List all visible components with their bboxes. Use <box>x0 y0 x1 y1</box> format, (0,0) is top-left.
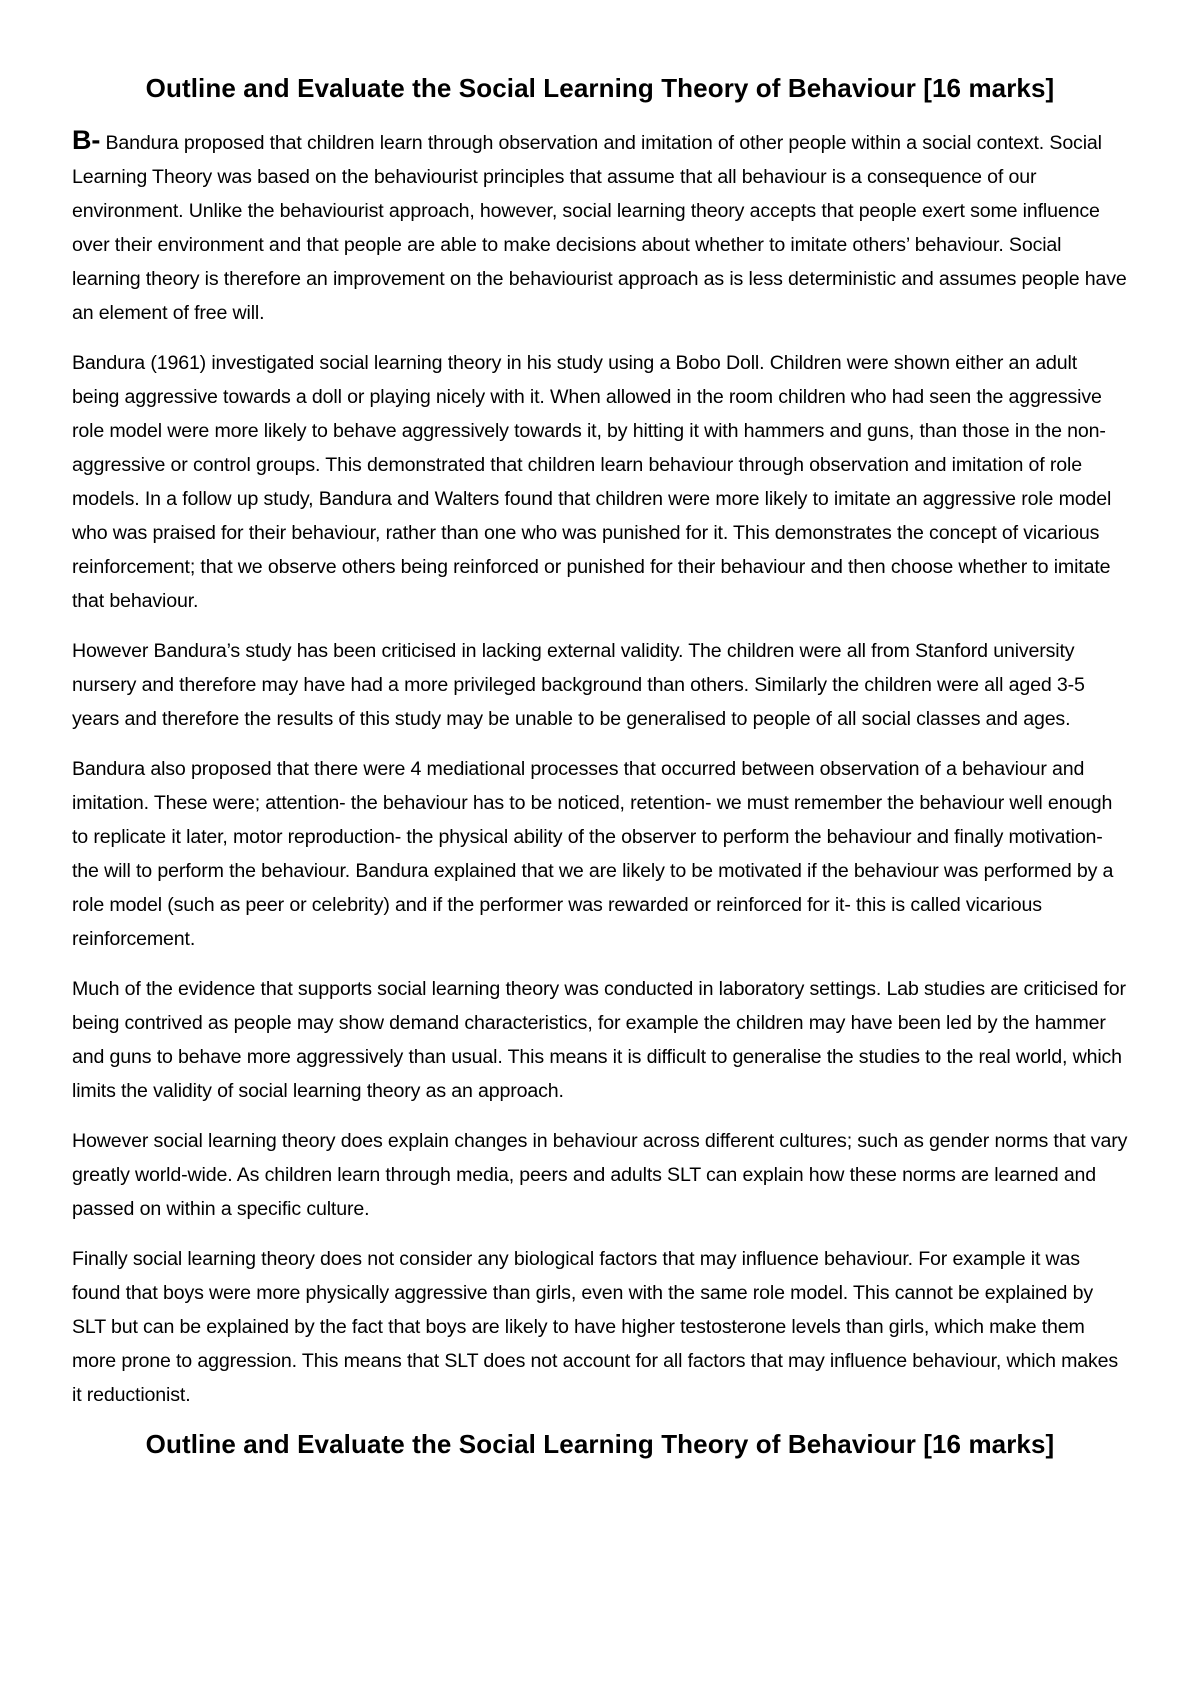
essay-paragraph-2: Bandura (1961) investigated social learning theory in his study using a Bobo Doll. Children were shown either an adult being aggressive towards a doll or playing nicely with it. When allowed in the room children who had seen the aggressive role model were more likely to behave aggressively towards it, by hitting it with hammers and guns, than those in the non-aggressive or control groups. This demonstrated that children learn behaviour through observation and imitation of role models. In a follow up study, Bandura and Walters found that children were more likely to imitate an aggressive role model who was praised for their behaviour, rather than one who was punished for it. This demonstrates the concept of vicarious reinforcement; that we observe others being reinforced or punished for their behaviour and then choose whether to imitate that behaviour. <box>72 351 1112 612</box>
paragraph-text: Bandura proposed that children learn through observation and imitation of other people within a social context. Social Learning Theory was based on the behaviourist principles that assume that all behaviour is a consequence of our environment. Unlike the behaviourist approach, however, social learning theory accepts that people exert some influence over their environment and that people are able to make decisions about whether to imitate others’ behaviour. Social learning theory is therefore an improvement on the behaviourist approach as is less deterministic and assumes people have an element of free will. <box>72 131 1127 324</box>
repeated-title: Outline and Evaluate the Social Learning Theory of Behaviour [16 marks] <box>145 1428 1055 1459</box>
essay-paragraph-6: However social learning theory does explain changes in behaviour across different cultures; such as gender norms that vary greatly world-wide. As children learn through media, peers and adults SLT can explain how these norms are learned and passed on within a specific culture. <box>72 1129 1128 1220</box>
page-title: Outline and Evaluate the Social Learning Theory of Behaviour [16 marks] <box>145 73 1055 103</box>
essay-paragraph-3: However Bandura’s study has been criticised in lacking external validity. The children were all from Stanford university nursery and therefore may have had a more privileged background than others. Similarly the children were all aged 3-5 years and therefore the results of this study may be unable to be generalised to people of all social classes and ages. <box>72 639 1085 730</box>
essay-paragraph-5: Much of the evidence that supports social learning theory was conducted in laboratory settings. Lab studies are criticised for being contrived as people may show demand characteristics, for example the children may have been led by the hammer and guns to behave more aggressively than usual. This means it is difficult to generalise the studies to the real world, which limits the validity of social learning theory as an approach. <box>72 977 1126 1102</box>
essay-paragraph-4: Bandura also proposed that there were 4 mediational processes that occurred between observation of a behaviour and imitation. These were; attention- the behaviour has to be noticed, retention- we must remember the behaviour well enough to replicate it later, motor reproduction- the physical ability of the observer to perform the behaviour and finally motivation- the will to perform the behaviour. Bandura explained that we are likely to be motivated if the behaviour was performed by a role model (such as peer or celebrity) and if the performer was rewarded or reinforced for it- this is called vicarious reinforcement. <box>72 757 1114 950</box>
essay-paragraph-1 <box>72 123 1128 330</box>
grade-mark: B- <box>72 124 101 155</box>
essay-paragraph-7: Finally social learning theory does not consider any biological factors that may influence behaviour. For example it was found that boys were more physically aggressive than girls, even with the same role model. This cannot be explained by SLT but can be explained by the fact that boys are likely to have higher testosterone levels than girls, which make them more prone to aggression. This means that SLT does not account for all factors that may influence behaviour, which makes it reductionist. <box>72 1247 1119 1406</box>
